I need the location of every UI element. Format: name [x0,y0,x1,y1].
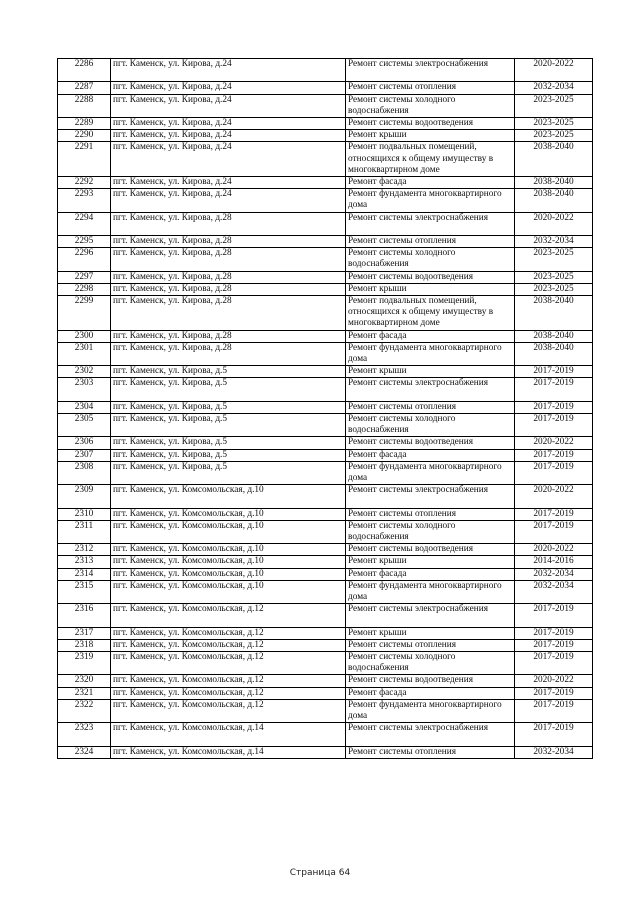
work-type-cell: Ремонт системы электроснабжения [346,212,515,235]
work-type-cell: Ремонт системы водоотведения [346,675,515,687]
period-cell: 2038-2040 [515,142,593,177]
address-cell: пгт. Каменск, ул. Комсомольская, д.12 [111,604,346,627]
table-row [58,461,593,484]
row-number-cell: 2286 [58,59,111,82]
address-cell: пгт. Каменск, ул. Кирова, д.5 [111,449,346,461]
row-number-cell: 2314 [58,568,111,580]
period-cell: 2032-2034 [515,746,593,758]
page-number: Страница 64 [289,868,351,878]
address-cell: пгт. Каменск, ул. Кирова, д.24 [111,82,346,94]
row-number-cell: 2317 [58,627,111,639]
row-number-cell: 2308 [58,461,111,484]
work-type-cell: Ремонт системы электроснабжения [346,723,515,746]
work-type-cell: Ремонт фундамента многоквартирного дома [346,342,515,365]
work-type-cell: Ремонт системы отопления [346,236,515,248]
row-number-cell: 2291 [58,142,111,177]
table-row [58,639,593,651]
period-cell: 2038-2040 [515,177,593,189]
table-row [58,437,593,449]
work-type-cell: Ремонт крыши [346,556,515,568]
address-cell: пгт. Каменск, ул. Комсомольская, д.14 [111,723,346,746]
work-type-cell: Ремонт фундамента многоквартирного дома [346,580,515,603]
work-type-cell: Ремонт системы водоотведения [346,271,515,283]
period-cell: 2020-2022 [515,675,593,687]
table-row [58,59,593,82]
table-row [58,485,593,508]
row-number-cell: 2292 [58,177,111,189]
address-cell: пгт. Каменск, ул. Комсомольская, д.12 [111,687,346,699]
work-type-cell: Ремонт системы водоотведения [346,118,515,130]
row-number-cell: 2312 [58,544,111,556]
period-cell: 2023-2025 [515,248,593,271]
period-cell: 2014-2016 [515,556,593,568]
work-type-cell: Ремонт крыши [346,130,515,142]
address-cell: пгт. Каменск, ул. Кирова, д.24 [111,177,346,189]
table-row [58,401,593,413]
address-cell: пгт. Каменск, ул. Комсомольская, д.10 [111,520,346,543]
period-cell: 2038-2040 [515,296,593,331]
period-cell: 2017-2019 [515,627,593,639]
row-number-cell: 2318 [58,639,111,651]
address-cell: пгт. Каменск, ул. Кирова, д.24 [111,189,346,212]
period-cell: 2020-2022 [515,212,593,235]
table-row [58,130,593,142]
work-type-cell: Ремонт крыши [346,627,515,639]
address-cell: пгт. Каменск, ул. Кирова, д.5 [111,401,346,413]
address-cell: пгт. Каменск, ул. Кирова, д.24 [111,142,346,177]
row-number-cell: 2305 [58,414,111,437]
table-row [58,212,593,235]
table-row [58,94,593,117]
period-cell: 2020-2022 [515,485,593,508]
period-cell: 2017-2019 [515,687,593,699]
address-cell: пгт. Каменск, ул. Комсомольская, д.12 [111,699,346,722]
row-number-cell: 2307 [58,449,111,461]
address-cell: пгт. Каменск, ул. Кирова, д.28 [111,236,346,248]
work-type-cell: Ремонт крыши [346,366,515,378]
address-cell: пгт. Каменск, ул. Кирова, д.5 [111,461,346,484]
address-cell: пгт. Каменск, ул. Кирова, д.28 [111,330,346,342]
work-type-cell: Ремонт фасада [346,177,515,189]
period-cell: 2017-2019 [515,699,593,722]
table-row [58,142,593,177]
repair-schedule-table [57,58,593,759]
work-type-cell: Ремонт системы водоотведения [346,544,515,556]
period-cell: 2017-2019 [515,366,593,378]
address-cell: пгт. Каменск, ул. Комсомольская, д.12 [111,639,346,651]
row-number-cell: 2306 [58,437,111,449]
work-type-cell: Ремонт системы отопления [346,401,515,413]
work-type-cell: Ремонт системы электроснабжения [346,485,515,508]
period-cell: 2020-2022 [515,544,593,556]
table-row [58,520,593,543]
address-cell: пгт. Каменск, ул. Комсомольская, д.12 [111,675,346,687]
work-type-cell: Ремонт системы водоотведения [346,437,515,449]
row-number-cell: 2316 [58,604,111,627]
address-cell: пгт. Каменск, ул. Комсомольская, д.14 [111,746,346,758]
row-number-cell: 2315 [58,580,111,603]
work-type-cell: Ремонт фундамента многоквартирного дома [346,699,515,722]
period-cell: 2023-2025 [515,271,593,283]
period-cell: 2017-2019 [515,652,593,675]
row-number-cell: 2298 [58,283,111,295]
row-number-cell: 2310 [58,508,111,520]
table-row [58,723,593,746]
table-row [58,118,593,130]
work-type-cell: Ремонт подвальных помещений, относящихся к общему имуществу в многоквартирном доме [346,142,515,177]
table-row [58,746,593,758]
period-cell: 2017-2019 [515,639,593,651]
row-number-cell: 2289 [58,118,111,130]
row-number-cell: 2320 [58,675,111,687]
table-row [58,675,593,687]
address-cell: пгт. Каменск, ул. Комсомольская, д.10 [111,485,346,508]
row-number-cell: 2288 [58,94,111,117]
row-number-cell: 2322 [58,699,111,722]
table-body [58,59,593,759]
address-cell: пгт. Каменск, ул. Кирова, д.5 [111,378,346,401]
work-type-cell: Ремонт фундамента многоквартирного дома [346,189,515,212]
period-cell: 2017-2019 [515,414,593,437]
table-row [58,568,593,580]
row-number-cell: 2293 [58,189,111,212]
period-cell: 2017-2019 [515,604,593,627]
address-cell: пгт. Каменск, ул. Комсомольская, д.10 [111,556,346,568]
period-cell: 2017-2019 [515,508,593,520]
row-number-cell: 2299 [58,296,111,331]
table-row [58,508,593,520]
table-row [58,248,593,271]
table-row [58,699,593,722]
address-cell: пгт. Каменск, ул. Комсомольская, д.10 [111,580,346,603]
row-number-cell: 2304 [58,401,111,413]
work-type-cell: Ремонт системы электроснабжения [346,378,515,401]
work-type-cell: Ремонт системы холодного водоснабжения [346,520,515,543]
work-type-cell: Ремонт системы отопления [346,746,515,758]
row-number-cell: 2323 [58,723,111,746]
address-cell: пгт. Каменск, ул. Кирова, д.24 [111,118,346,130]
period-cell: 2017-2019 [515,723,593,746]
table-row [58,366,593,378]
work-type-cell: Ремонт крыши [346,283,515,295]
period-cell: 2023-2025 [515,130,593,142]
work-type-cell: Ремонт фасада [346,687,515,699]
row-number-cell: 2303 [58,378,111,401]
address-cell: пгт. Каменск, ул. Комсомольская, д.12 [111,652,346,675]
table-row [58,627,593,639]
row-number-cell: 2296 [58,248,111,271]
table-row [58,177,593,189]
address-cell: пгт. Каменск, ул. Кирова, д.24 [111,94,346,117]
period-cell: 2032-2034 [515,580,593,603]
work-type-cell: Ремонт системы отопления [346,639,515,651]
address-cell: пгт. Каменск, ул. Кирова, д.28 [111,342,346,365]
address-cell: пгт. Каменск, ул. Комсомольская, д.12 [111,627,346,639]
period-cell: 2017-2019 [515,449,593,461]
address-cell: пгт. Каменск, ул. Кирова, д.28 [111,283,346,295]
address-cell: пгт. Каменск, ул. Комсомольская, д.10 [111,508,346,520]
row-number-cell: 2302 [58,366,111,378]
address-cell: пгт. Каменск, ул. Кирова, д.24 [111,130,346,142]
period-cell: 2017-2019 [515,401,593,413]
work-type-cell: Ремонт фасада [346,449,515,461]
table-row [58,556,593,568]
period-cell: 2038-2040 [515,189,593,212]
table-row [58,652,593,675]
table-row [58,604,593,627]
period-cell: 2020-2022 [515,437,593,449]
row-number-cell: 2297 [58,271,111,283]
table-row [58,330,593,342]
row-number-cell: 2287 [58,82,111,94]
row-number-cell: 2313 [58,556,111,568]
row-number-cell: 2300 [58,330,111,342]
address-cell: пгт. Каменск, ул. Кирова, д.28 [111,271,346,283]
row-number-cell: 2321 [58,687,111,699]
table-row [58,82,593,94]
table-row [58,687,593,699]
address-cell: пгт. Каменск, ул. Кирова, д.28 [111,248,346,271]
period-cell: 2032-2034 [515,568,593,580]
address-cell: пгт. Каменск, ул. Кирова, д.28 [111,212,346,235]
address-cell: пгт. Каменск, ул. Кирова, д.28 [111,296,346,331]
row-number-cell: 2301 [58,342,111,365]
table-row [58,378,593,401]
period-cell: 2017-2019 [515,461,593,484]
address-cell: пгт. Каменск, ул. Комсомольская, д.10 [111,544,346,556]
work-type-cell: Ремонт системы холодного водоснабжения [346,94,515,117]
work-type-cell: Ремонт фасада [346,330,515,342]
period-cell: 2038-2040 [515,342,593,365]
table-row [58,189,593,212]
work-type-cell: Ремонт системы холодного водоснабжения [346,652,515,675]
row-number-cell: 2290 [58,130,111,142]
period-cell: 2020-2022 [515,59,593,82]
period-cell: 2023-2025 [515,118,593,130]
work-type-cell: Ремонт подвальных помещений, относящихся к общему имуществу в многоквартирном доме [346,296,515,331]
address-cell: пгт. Каменск, ул. Кирова, д.24 [111,59,346,82]
row-number-cell: 2294 [58,212,111,235]
table-row [58,580,593,603]
table-row [58,342,593,365]
row-number-cell: 2324 [58,746,111,758]
table-row [58,271,593,283]
work-type-cell: Ремонт системы отопления [346,82,515,94]
table-row [58,414,593,437]
address-cell: пгт. Каменск, ул. Комсомольская, д.10 [111,568,346,580]
period-cell: 2017-2019 [515,520,593,543]
row-number-cell: 2309 [58,485,111,508]
table-row [58,283,593,295]
period-cell: 2032-2034 [515,82,593,94]
period-cell: 2017-2019 [515,378,593,401]
table-row [58,296,593,331]
row-number-cell: 2311 [58,520,111,543]
work-type-cell: Ремонт системы электроснабжения [346,59,515,82]
work-type-cell: Ремонт фасада [346,568,515,580]
period-cell: 2023-2025 [515,283,593,295]
work-type-cell: Ремонт системы отопления [346,508,515,520]
table-row [58,544,593,556]
period-cell: 2023-2025 [515,94,593,117]
work-type-cell: Ремонт системы холодного водоснабжения [346,248,515,271]
period-cell: 2038-2040 [515,330,593,342]
work-type-cell: Ремонт системы холодного водоснабжения [346,414,515,437]
address-cell: пгт. Каменск, ул. Кирова, д.5 [111,437,346,449]
work-type-cell: Ремонт фундамента многоквартирного дома [346,461,515,484]
table-row [58,449,593,461]
address-cell: пгт. Каменск, ул. Кирова, д.5 [111,366,346,378]
work-type-cell: Ремонт системы электроснабжения [346,604,515,627]
row-number-cell: 2295 [58,236,111,248]
address-cell: пгт. Каменск, ул. Кирова, д.5 [111,414,346,437]
row-number-cell: 2319 [58,652,111,675]
table-row [58,236,593,248]
period-cell: 2032-2034 [515,236,593,248]
